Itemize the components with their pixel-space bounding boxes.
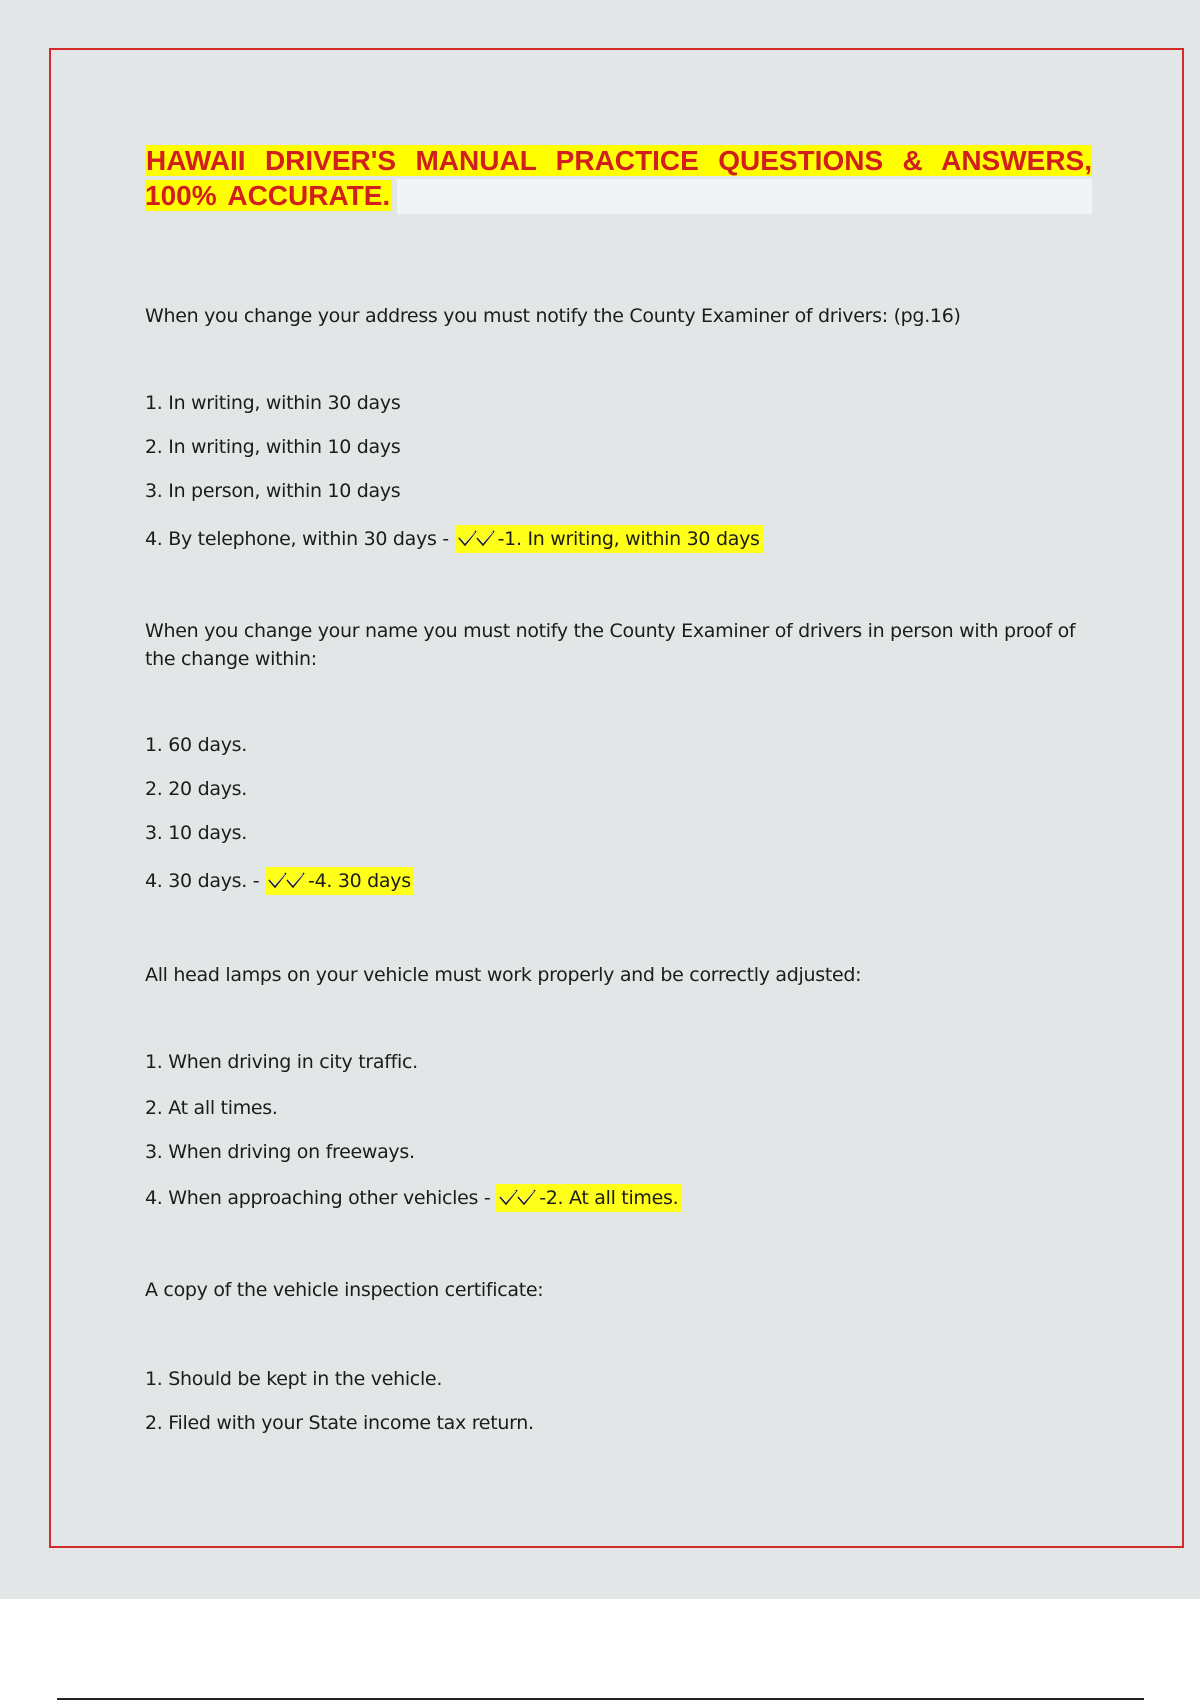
question-text: All head lamps on your vehicle must work properly and be correctly adjusted: [145,964,862,986]
double-check-icon [267,870,307,890]
answer-option: 2. 20 days. [145,778,247,800]
answer-option-with-answer [145,870,414,892]
question-block-3 [145,961,1095,1209]
document-title [145,143,1092,213]
answer-option: 3. 10 days. [145,822,247,844]
correct-answer-text: -4. 30 days [308,870,411,892]
question-block-2 [145,617,1095,892]
answer-option: 1. When driving in city traffic. [145,1051,418,1073]
question-text: When you change your address you must notify the County Examiner of drivers: (pg.16) [145,305,961,327]
answer-option: 4. 30 days. - [145,870,260,892]
answer-option: 3. In person, within 10 days [145,480,401,502]
correct-answer-text: -1. In writing, within 30 days [497,528,760,550]
correct-answer-highlight [265,867,414,895]
correct-answer-highlight [496,1184,681,1212]
double-check-icon [498,1187,538,1207]
correct-answer-text: -2. At all times. [539,1187,679,1209]
question-block-1 [145,302,1095,550]
double-check-icon [457,528,497,548]
question-block-4 [145,1276,1095,1434]
question-text: When you change your name you must notify the County Examiner of drivers in person with proof of the change within: [145,620,1076,670]
correct-answer-highlight [455,525,763,553]
answer-option: 1. 60 days. [145,734,247,756]
answer-option: 4. By telephone, within 30 days - [145,528,449,550]
answer-option: 4. When approaching other vehicles - [145,1187,491,1209]
answer-option-with-answer [145,528,763,550]
answer-option: 1. In writing, within 30 days [145,392,401,414]
answer-option: 2. Filed with your State income tax return. [145,1412,534,1434]
document-title-text: HAWAII DRIVER'S MANUAL PRACTICE QUESTIONS & ANSWERS, 100% ACCURATE. [145,145,1092,211]
answer-option: 1. Should be kept in the vehicle. [145,1368,443,1390]
question-text: A copy of the vehicle inspection certificate: [145,1279,544,1301]
answer-option: 3. When driving on freeways. [145,1141,415,1163]
answer-option: 2. In writing, within 10 days [145,436,401,458]
answer-option: 2. At all times. [145,1097,278,1119]
answer-option-with-answer [145,1187,681,1209]
